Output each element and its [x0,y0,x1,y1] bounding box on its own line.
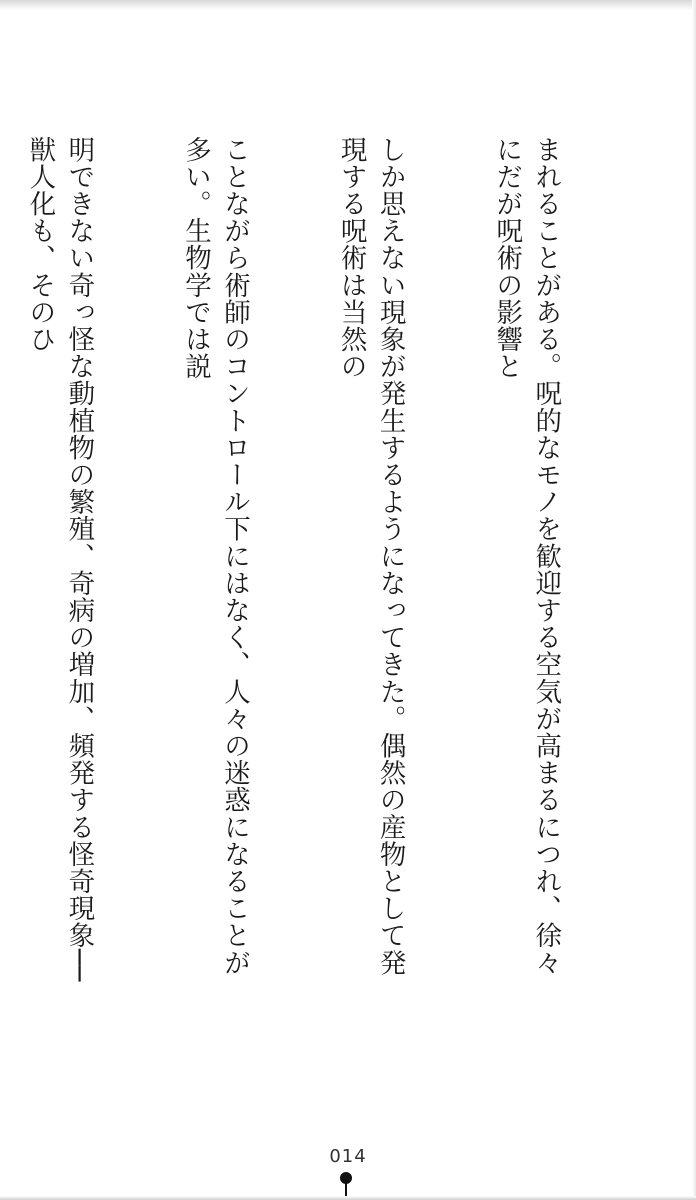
text-line: まれることがある。呪的なモノを歓迎する空気が高まるにつれ、徐々にだが呪術の影響と [491,136,562,977]
scan-edge-bottom [0,1196,696,1200]
scan-edge-right [692,0,696,1200]
scan-edge-top [0,0,696,10]
page-number: 014 [329,1146,367,1167]
text-line: ことながら術師のコントロール下にはなく、人々の迷惑になることが多い。生物学では説 [180,136,250,977]
vertical-body-text [24,136,642,986]
text-line: しか思えない現象が発生するようになってきた。偶然の産物として発現する呪術は当然の [335,136,406,977]
text-line: 明できない奇っ怪な動植物の繁殖、奇病の増加、頻発する怪奇現象──獣人化も、そのひ [24,136,95,983]
